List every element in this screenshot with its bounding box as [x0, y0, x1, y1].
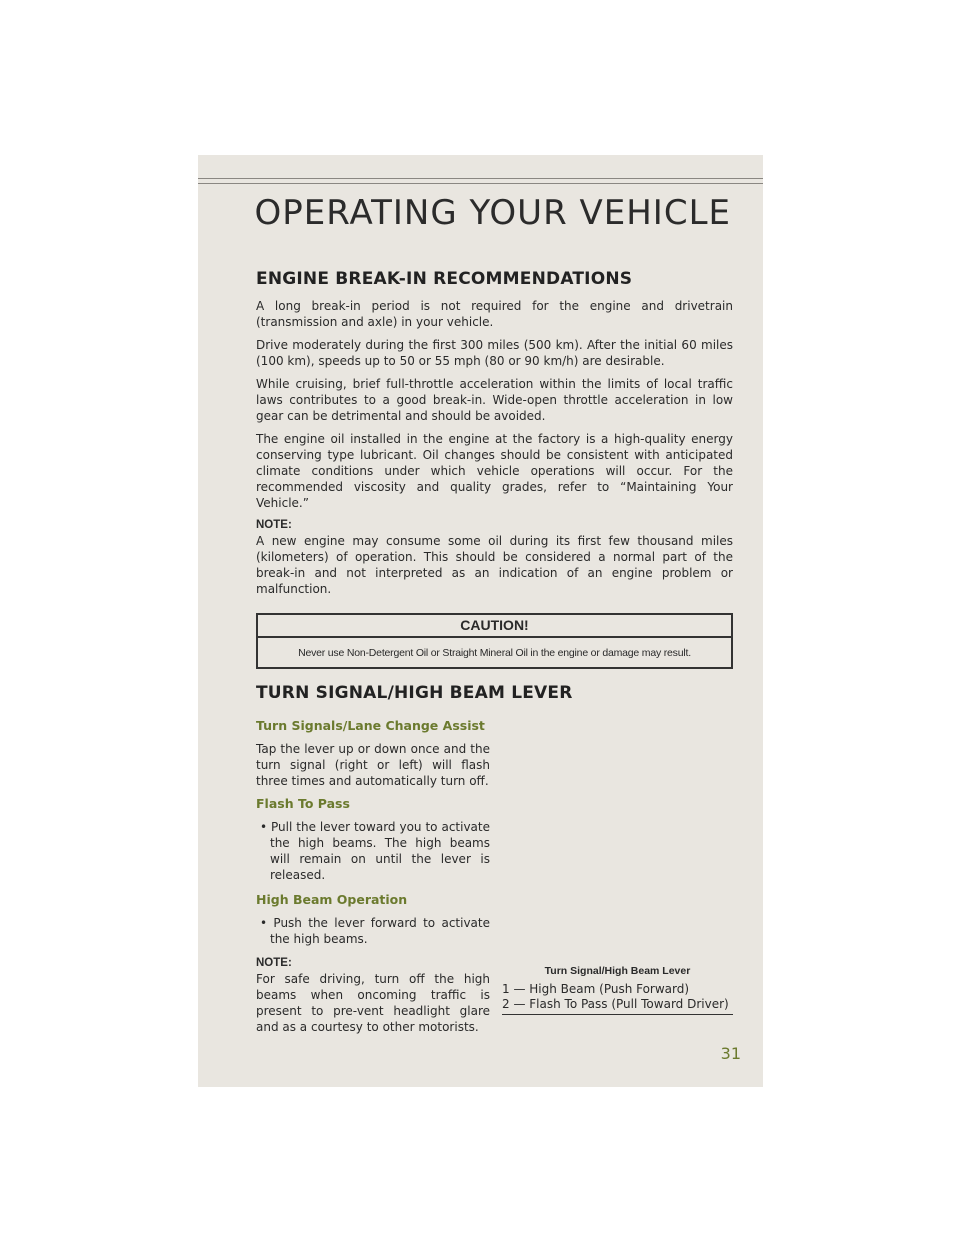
header-rule-bottom — [198, 183, 763, 184]
engine-paragraph: A long break-in period is not required for the engine and drivetrain (transmission and axle) in your vehicle. — [256, 299, 733, 329]
figure-legend — [502, 982, 733, 1015]
engine-paragraph: The engine oil installed in the engine at the factory is a high-quality energy conserving type lubricant. Oil changes should be consistent with anticipated climate conditions under which vehicle operations will occur. For the recommended viscosity and quality grades, refer to “Maintaining Your Vehicle.” — [256, 432, 733, 510]
figure-caption: Turn Signal/High Beam Lever — [544, 965, 691, 977]
left-column — [256, 712, 490, 1042]
legend-item: 1 — High Beam (Push Forward) — [502, 982, 690, 996]
section-title: OPERATING YOUR VEHICLE — [254, 193, 731, 233]
turn-signal-heading: TURN SIGNAL/HIGH BEAM LEVER — [256, 683, 573, 703]
subheading-high-beam: High Beam Operation — [256, 892, 408, 907]
engine-paragraph: Drive moderately during the first 300 miles (500 km). After the initial 60 miles (100 km), speeds up to 50 or 55 mph (80 or 90 km/h) are desirable. — [256, 338, 733, 368]
page-number: 31 — [720, 1044, 741, 1063]
subheading-turn-signals: Turn Signals/Lane Change Assist — [256, 718, 485, 733]
caution-text: Never use Non-Detergent Oil or Straight Mineral Oil in the engine or damage may result. — [298, 647, 691, 659]
engine-paragraph: While cruising, brief full-throttle acceleration within the limits of local traffic laws contributes to a good break-in. Wide-open throttle acceleration in low gear can be detrimental and should be avoided. — [256, 377, 733, 423]
legend-item: 2 — Flash To Pass (Pull Toward Driver) — [502, 997, 729, 1011]
page-content — [256, 269, 733, 1052]
caution-title: CAUTION! — [258, 615, 731, 638]
engine-heading: ENGINE BREAK-IN RECOMMENDATIONS — [256, 269, 633, 289]
turn-signals-text: Tap the lever up or down once and the turn signal (right or left) will flash three times and automatically turn off. — [256, 742, 490, 788]
manual-page — [198, 155, 763, 1087]
high-beam-bullet: • Push the lever forward to activate the high beams. — [260, 916, 490, 946]
engine-note-label: NOTE: — [256, 519, 292, 531]
engine-note-text: A new engine may consume some oil during its first few thousand miles (kilometers) of operation. This should be considered a normal part of the break-in and not interpreted as an indication of an engine problem or malfunction. — [256, 534, 733, 596]
flash-to-pass-bullet: • Pull the lever toward you to activate the high beams. The high beams will remain on until the lever is released. — [260, 820, 490, 882]
header-rule-top — [198, 178, 763, 179]
turn-note-text: For safe driving, turn off the high beams when oncoming traffic is present to pre-vent headlight glare and as a courtesy to other motorists. — [256, 972, 490, 1034]
caution-box — [256, 613, 733, 669]
two-column-section — [256, 712, 733, 1052]
subheading-flash-to-pass: Flash To Pass — [256, 796, 350, 811]
turn-note-label: NOTE: — [256, 957, 292, 969]
